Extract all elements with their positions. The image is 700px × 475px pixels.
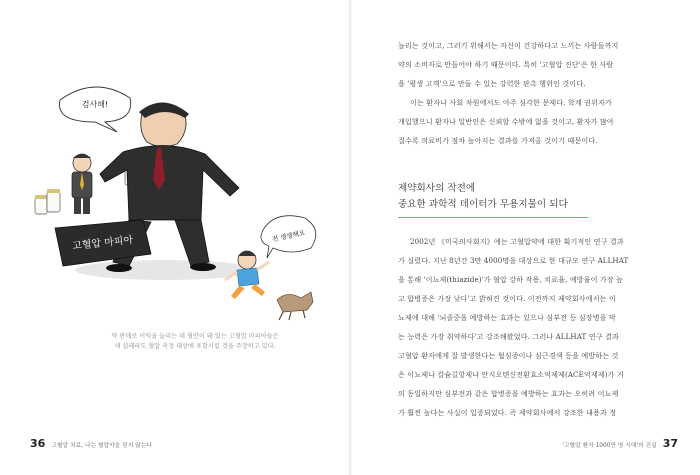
- text-line: 고혈압 환자에게 잘 발생한다는 협심증이나 심근경색 등을 예방하는 것: [398, 351, 619, 360]
- text-line: 2002년 《미국의사회지》에는 고혈압약에 대한 획기적인 연구 결과: [410, 237, 624, 246]
- body-paragraph: [398, 232, 660, 422]
- text-line: 고 합병증은 가장 낮다'고 밝혀진 것이다. 이전까지 제약회사에서는 이: [398, 294, 616, 303]
- text-line: 는 능력은 가장 취약하다'고 강조해왔었다. 그러나 ALLHAT 연구 결과: [398, 332, 619, 341]
- caption-line: 새 실패라도 혈압 측정 대상에 포함시킬 것을 주장하고 있다.: [114, 343, 276, 350]
- text-line: 가 실렸다. 지난 8년간 3만 4000명을 대상으로 한 대규모 연구 ALLHAT: [398, 256, 629, 265]
- text-line: 개입했으니 환자나 일반인은 신뢰할 수밖에 없을 것이고, 환자가 많아: [398, 117, 614, 126]
- heading-underline: [398, 217, 588, 218]
- running-head-left: 고혈압 치료, 나는 혈압약을 믿지 않는다: [51, 443, 152, 449]
- text-line: 의 동일하지만 심부전과 같은 합병증을 예방하는 효과는 오히려 이뇨제: [398, 389, 619, 398]
- running-head-right: '고혈압 환자 1000만 명 시대'의 진실: [562, 443, 657, 449]
- speech-bubble-1: [59, 87, 130, 132]
- section-heading-line: 중요한 과학적 데이터가 무용지물이 되다: [398, 199, 568, 210]
- text-line: 이는 환자나 사회 차원에서도 아주 심각한 문제다. 학계 권위자가: [410, 98, 612, 107]
- small-man-figure: [72, 154, 92, 214]
- cartoon-illustration: [25, 70, 335, 330]
- figure-caption: [95, 332, 295, 352]
- running-boy-figure: [225, 251, 269, 299]
- section-heading-line: 제약회사의 작전에: [398, 183, 476, 194]
- speech-bubble-2: [261, 216, 316, 258]
- left-folio: [30, 432, 158, 451]
- text-line: 뇨제에 대해 '뇌졸중을 예방하는 효과는 있으나 심부전 등 심장병을 막: [398, 313, 616, 322]
- right-folio: [556, 432, 678, 451]
- mafia-signboard: [55, 220, 151, 266]
- text-line: 은 이뇨제나 칼슘길항제나 안지오텐신전환효소억제제(ACE억제제)가 거: [398, 370, 624, 379]
- text-line: 약의 소비자로 만들어야 하기 때문이다. 특히 '고혈압 진단'은 한 사람: [398, 60, 614, 69]
- text-line: 을 통해 '이뇨제(thiazide)'가 혈압 강하 작용, 치료율, 예방율이 가장 높: [398, 275, 624, 284]
- signboard-text: 고혈압 마피아: [71, 234, 134, 253]
- page-number-left: 36: [30, 437, 46, 450]
- speech-bubble-1-text: 검사해!: [81, 100, 109, 109]
- section-heading: [398, 181, 618, 213]
- caption-line: 약 판매로 이익을 늘리는 데 혈안이 돼 있는 고혈압 마피아들은: [111, 333, 279, 340]
- page-number-right: 37: [662, 437, 678, 450]
- dog-figure: [277, 292, 313, 320]
- top-paragraphs: [398, 36, 660, 150]
- text-line: 을 '평생 고객'으로 만들 수 있는 강력한 판촉 행위인 것이다.: [398, 79, 586, 88]
- speech-bubble-2-text: 전 생생해요: [271, 228, 306, 244]
- text-line: 늘리는 것이고, 그러기 위해서는 자신이 건강하다고 느끼는 사람들까지: [398, 41, 619, 50]
- text-line: 가 훨씬 높다는 사실이 입증되었다. 즉 제약회사에서 강조한 내용과 정: [398, 408, 617, 417]
- text-line: 질수록 의료비가 점차 높아지는 결과를 가져올 것이기 때문이다.: [398, 136, 598, 145]
